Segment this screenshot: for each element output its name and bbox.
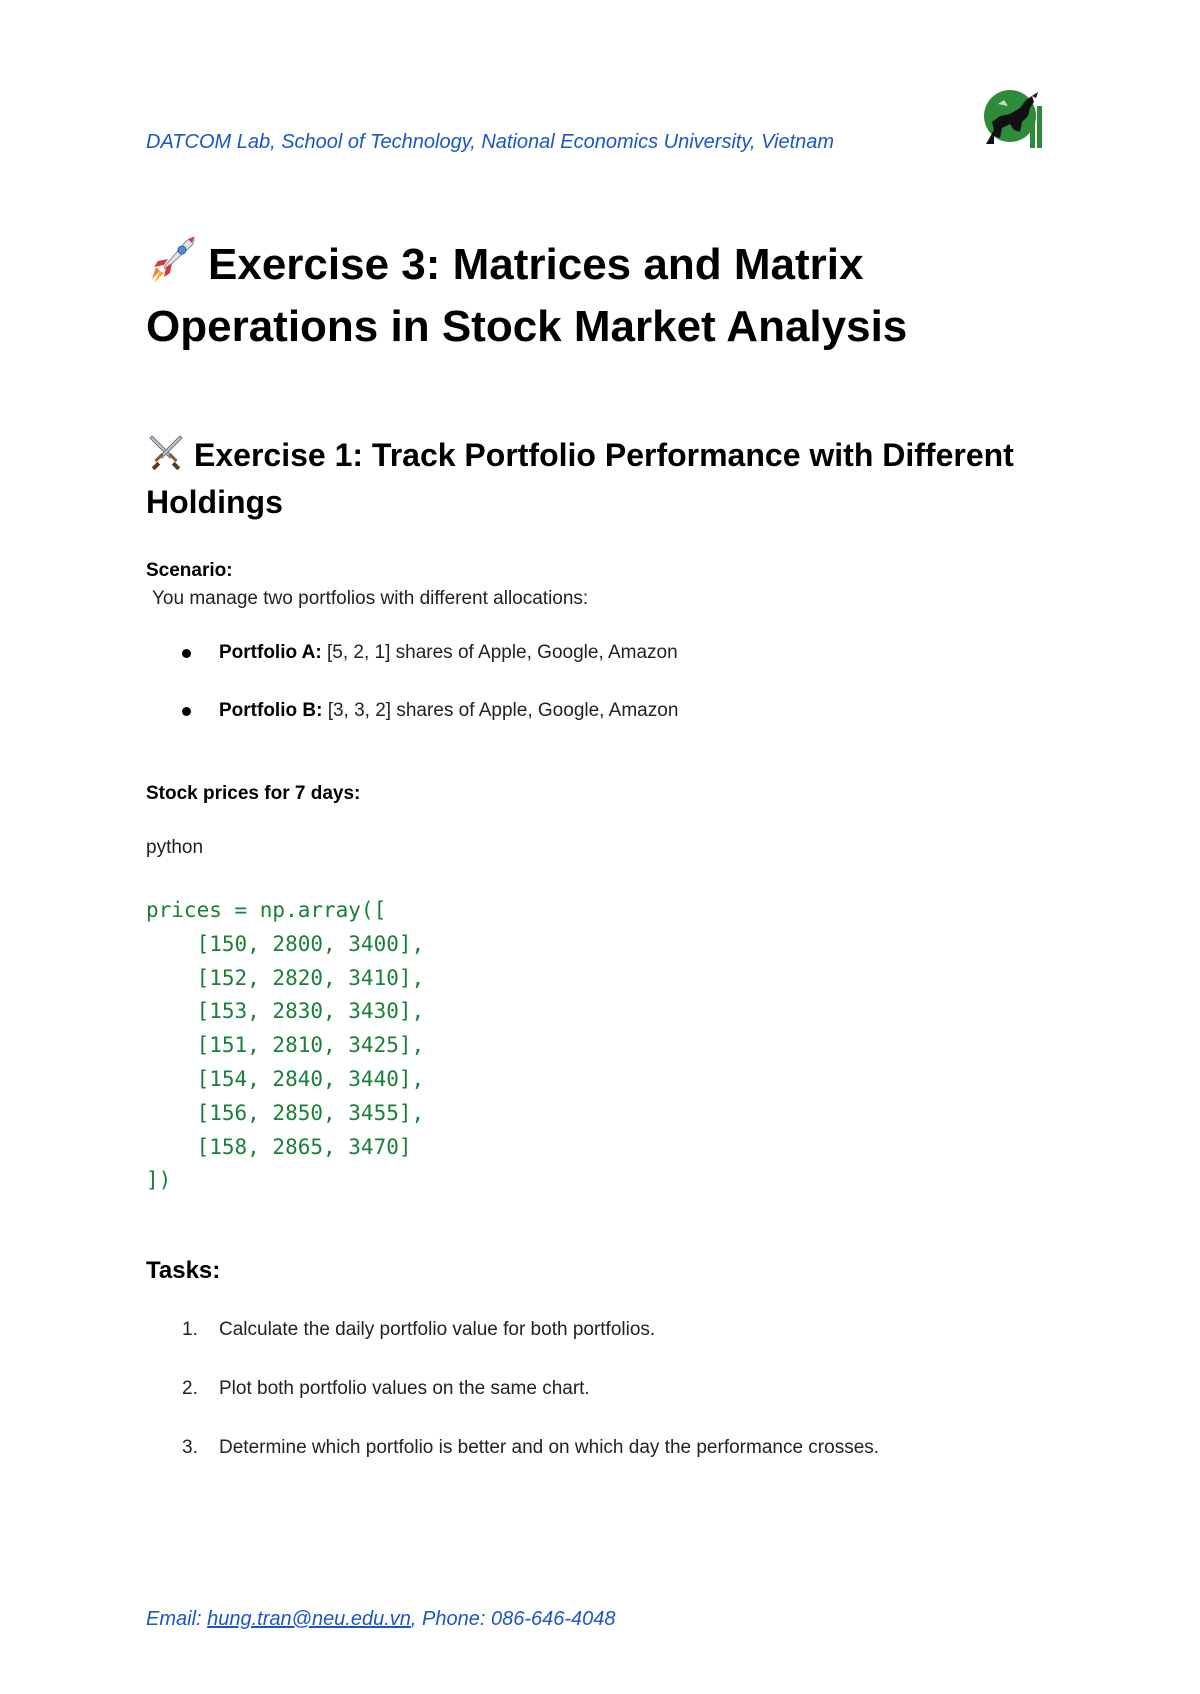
affiliation-header: DATCOM Lab, School of Technology, National Economics University, Vietnam: [146, 131, 835, 153]
task-item: [182, 1437, 879, 1459]
task-item: [182, 1319, 655, 1341]
bullet-dot: [182, 649, 191, 658]
scenario-label: Scenario:: [146, 560, 233, 581]
prices-label: Stock prices for 7 days:: [146, 783, 361, 804]
task-text: Determine which portfolio is better and on which day the performance crosses.: [219, 1437, 880, 1458]
bull-logo-icon: [980, 86, 1046, 152]
email-label: Email:: [146, 1608, 208, 1630]
tasks-heading: Tasks:: [146, 1257, 221, 1284]
crossed-swords-icon: [146, 432, 186, 472]
portfolio-a-text: [5, 2, 1] shares of Apple, Google, Amazon: [321, 642, 678, 663]
portfolio-b-item: [219, 700, 678, 722]
exercise-heading: [146, 432, 1046, 526]
portfolio-b-text: [3, 3, 2] shares of Apple, Google, Amazon: [322, 700, 679, 721]
exercise-heading-text: Exercise 1: Track Portfolio Performance with Different Holdings: [146, 437, 1014, 520]
task-number: 1.: [182, 1319, 198, 1340]
email-link[interactable]: hung.tran@neu.edu.vn: [207, 1608, 411, 1630]
page-title: [146, 233, 1046, 358]
scenario-text: You manage two portfolios with different allocations:: [152, 588, 589, 609]
contact-footer: [146, 1608, 616, 1631]
rocket-icon: [146, 233, 198, 285]
portfolio-a-label: Portfolio A:: [219, 642, 322, 663]
phone-text: , Phone: 086-646-4048: [410, 1608, 616, 1630]
code-language-label: python: [146, 837, 204, 858]
page-title-text: Exercise 3: Matrices and Matrix Operations in Stock Market Analysis: [146, 240, 908, 351]
task-text: Plot both portfolio values on the same chart.: [219, 1378, 590, 1399]
portfolio-b-label: Portfolio B:: [219, 700, 323, 721]
task-number: 3.: [182, 1437, 198, 1458]
bullet-dot: [182, 707, 191, 716]
task-text: Calculate the daily portfolio value for both portfolios.: [219, 1319, 656, 1340]
task-item: [182, 1378, 590, 1400]
task-number: 2.: [182, 1378, 198, 1399]
code-block: prices = np.array([ [150, 2800, 3400], [152, 2820, 3410], [153, 2830, 3430], [151, 2810, 3425], [154, 2840, 3440], [156, 2850, 3455], [158, 2865, 3470] ]): [146, 898, 425, 1193]
portfolio-a-item: [219, 642, 678, 664]
